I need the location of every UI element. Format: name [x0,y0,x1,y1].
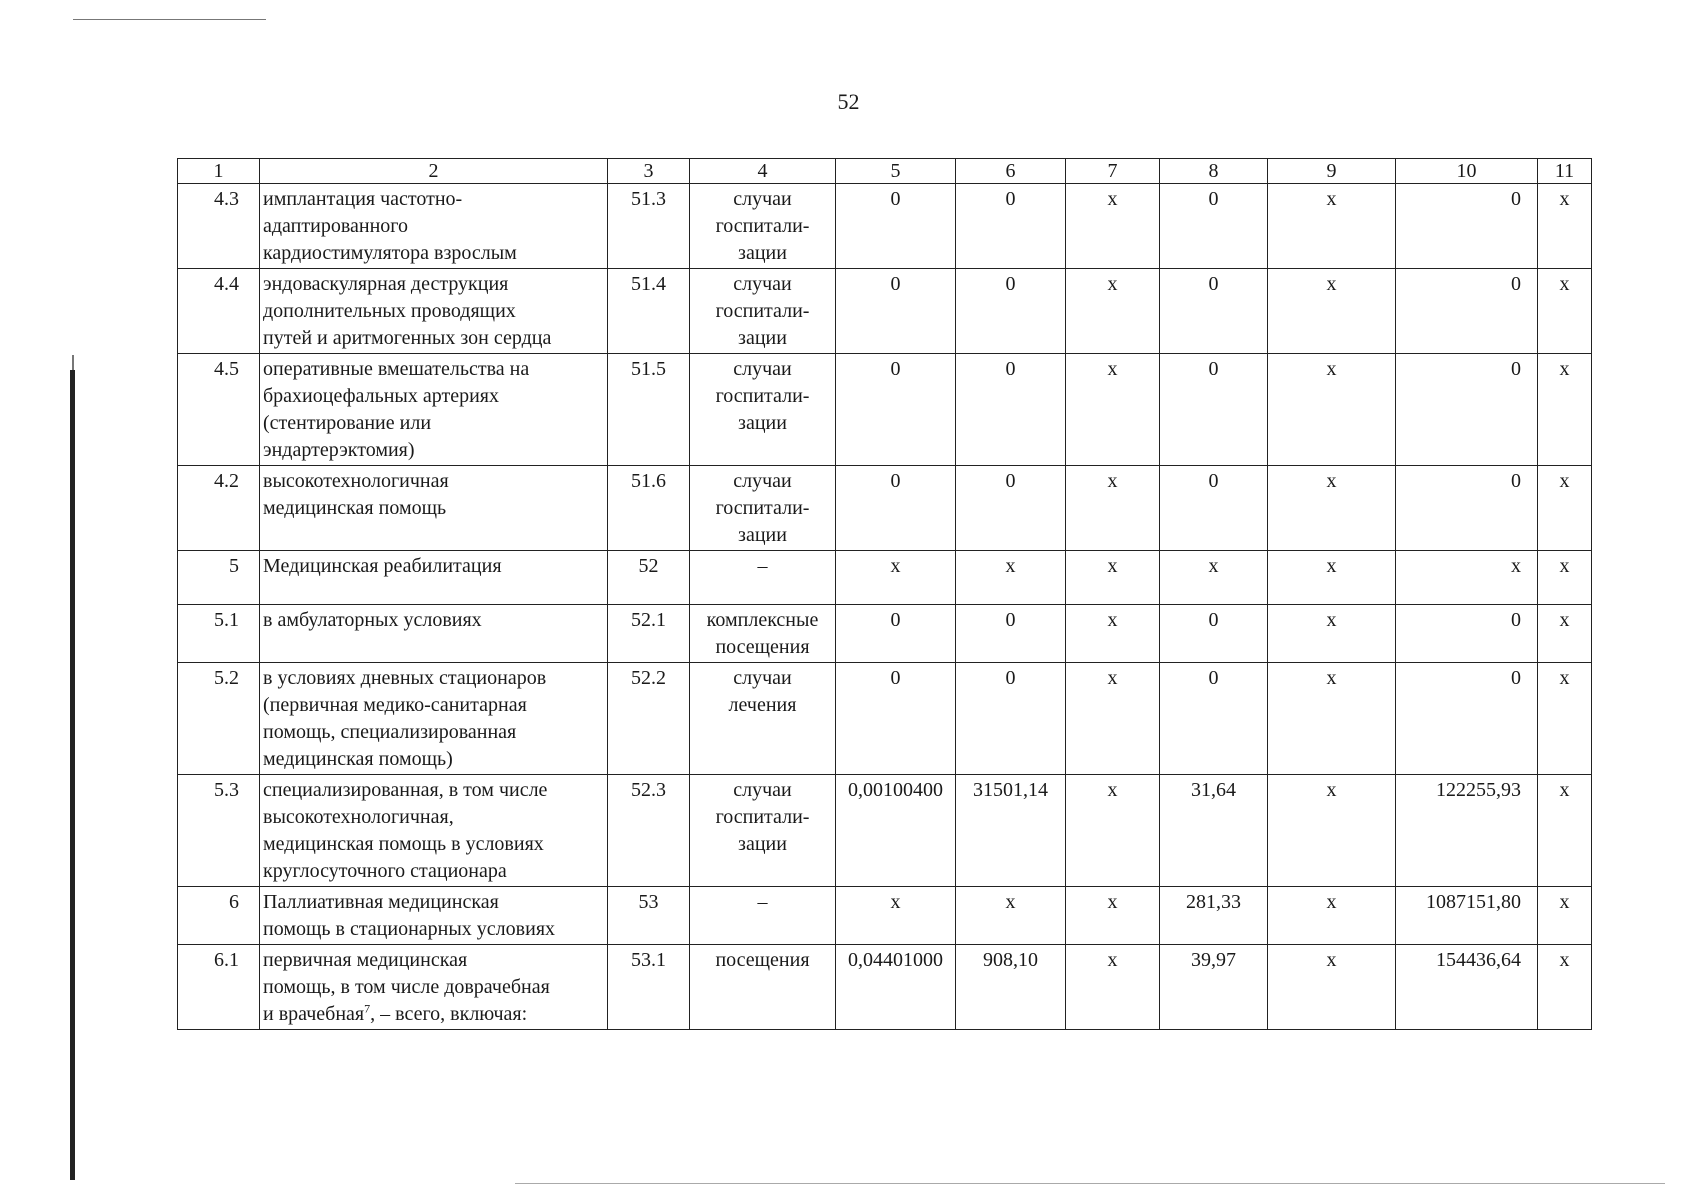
value-cell-10-text: 1087151,80 [1426,891,1521,913]
value-cell-8 [1160,605,1268,663]
value-cell-8-text: 31,64 [1191,779,1236,801]
row-unit-cell [690,466,836,551]
value-cell-9-text: x [1326,358,1337,380]
row-code-cell-text: 52.3 [631,779,666,801]
value-cell-11-text: x [1559,667,1570,689]
value-cell-9-text: x [1326,470,1337,492]
value-cell-8 [1160,775,1268,887]
row-unit-cell-text: комплексные посещения [706,609,819,658]
value-cell-10-text: x [1511,555,1521,577]
value-cell-8-text: 39,97 [1191,949,1236,971]
value-cell-9-text: x [1326,667,1337,689]
top-rule [73,19,266,20]
value-cell-11-text: x [1559,273,1570,295]
value-cell-11 [1538,551,1592,605]
row-number-cell [178,269,260,354]
row-number-cell [178,605,260,663]
header-cell: 3 [608,159,690,184]
value-cell-11-text: x [1559,609,1570,631]
table-row [178,466,1592,551]
header-cell: 11 [1538,159,1592,184]
row-number-cell [178,354,260,466]
row-name-cell [260,466,608,551]
value-cell-6-text: 0 [1005,273,1016,295]
value-cell-6 [956,887,1066,945]
row-number-cell-text: 4.5 [214,358,239,380]
row-unit-cell [690,887,836,945]
value-cell-11-text: x [1559,470,1570,492]
value-cell-8-text: 0 [1208,609,1219,631]
value-cell-5-text: 0,04401000 [848,949,943,971]
value-cell-11-text: x [1559,779,1570,801]
row-number-cell [178,887,260,945]
value-cell-11 [1538,466,1592,551]
value-cell-7-text: x [1107,891,1118,913]
value-cell-5-text: 0 [890,273,901,295]
value-cell-10 [1396,269,1538,354]
value-cell-8-text: x [1208,555,1219,577]
row-code-cell [608,887,690,945]
row-code-cell-text: 51.3 [631,188,666,210]
bottom-rule [515,1183,1665,1184]
row-code-cell [608,945,690,1030]
row-name-cell [260,354,608,466]
value-cell-9-text: x [1326,779,1337,801]
value-cell-6-text: 31501,14 [973,779,1048,801]
row-unit-cell [690,663,836,775]
value-cell-11-text: x [1559,188,1570,210]
value-cell-9 [1268,887,1396,945]
value-cell-9-text: x [1326,273,1337,295]
value-cell-8 [1160,354,1268,466]
table-row [178,551,1592,605]
page-number: 52 [837,89,860,114]
value-cell-9 [1268,466,1396,551]
header-row [178,159,1592,184]
row-name-cell [260,605,608,663]
value-cell-11-text: x [1559,891,1570,913]
row-name-cell-text: имплантация частотно- адаптированного кардиостимулятора взрослым [263,188,517,264]
value-cell-7-text: x [1107,667,1118,689]
value-cell-10 [1396,551,1538,605]
row-code-cell-text: 53 [638,891,659,913]
value-cell-10 [1396,184,1538,269]
row-name-tail: , – всего, включая: [370,1003,528,1025]
row-unit-cell-text: – [757,891,768,913]
value-cell-10 [1396,663,1538,775]
row-unit-cell-text: случаи госпитали- зации [715,188,810,264]
value-cell-11-text: x [1559,555,1570,577]
table-row [178,184,1592,269]
value-cell-7 [1066,354,1160,466]
row-name-cell-text: первичная медицинская помощь, в том числе доврачебная и врачебная [263,949,550,1025]
row-unit-cell [690,775,836,887]
row-unit-cell-text: случаи госпитали- зации [715,358,810,434]
value-cell-6-text: 0 [1005,470,1016,492]
row-name-cell [260,775,608,887]
value-cell-6-text: x [1005,891,1016,913]
row-number-cell-text: 5 [229,555,239,577]
row-name-cell-text: специализированная, в том числе высокотехнологичная, медицинская помощь в условиях круглосуточного стационара [263,779,548,882]
row-unit-cell [690,354,836,466]
header-cell: 7 [1066,159,1160,184]
row-name-cell-text: оперативные вмешательства на брахиоцефальных артериях (стентирование или эндартерэктомия) [263,358,530,461]
row-code-cell-text: 52.1 [631,609,666,631]
header-cell: 2 [260,159,608,184]
value-cell-6 [956,354,1066,466]
value-cell-5-text: x [890,891,901,913]
table-row [178,945,1592,1030]
row-unit-cell-text: случаи госпитали- зации [715,779,810,855]
value-cell-8 [1160,466,1268,551]
row-name-cell [260,269,608,354]
value-cell-10-text: 154436,64 [1436,949,1521,971]
row-unit-cell [690,269,836,354]
value-cell-8-text: 0 [1208,188,1219,210]
row-code-cell [608,269,690,354]
value-cell-8 [1160,887,1268,945]
value-cell-10 [1396,945,1538,1030]
table-row [178,269,1592,354]
value-cell-5-text: 0 [890,470,901,492]
row-code-cell-text: 53.1 [631,949,666,971]
row-number-cell [178,663,260,775]
header-cell: 8 [1160,159,1268,184]
value-cell-10 [1396,466,1538,551]
value-cell-11 [1538,887,1592,945]
value-cell-5 [836,775,956,887]
value-cell-10 [1396,605,1538,663]
value-cell-8 [1160,551,1268,605]
value-cell-10-text: 0 [1511,358,1521,380]
value-cell-9-text: x [1326,949,1337,971]
value-cell-7-text: x [1107,358,1118,380]
data-table [177,158,1592,1030]
table-row [178,354,1592,466]
value-cell-5 [836,354,956,466]
header-cell: 9 [1268,159,1396,184]
value-cell-8-text: 0 [1208,273,1219,295]
row-name-cell-text: высокотехнологичная медицинская помощь [263,470,449,519]
row-code-cell [608,551,690,605]
value-cell-6-text: 0 [1005,358,1016,380]
value-cell-11 [1538,663,1592,775]
row-unit-cell [690,551,836,605]
value-cell-7-text: x [1107,273,1118,295]
value-cell-7-text: x [1107,949,1118,971]
row-unit-cell-text: посещения [715,949,810,971]
value-cell-6 [956,663,1066,775]
value-cell-5-text: 0 [890,667,901,689]
row-name-cell-text: Медицинская реабилитация [263,555,502,577]
value-cell-7 [1066,663,1160,775]
scan-edge-bar [70,370,75,1180]
value-cell-7-text: x [1107,779,1118,801]
value-cell-5-text: x [890,555,901,577]
value-cell-11 [1538,945,1592,1030]
row-code-cell [608,354,690,466]
value-cell-11 [1538,775,1592,887]
row-number-cell [178,466,260,551]
value-cell-5 [836,184,956,269]
row-number-cell [178,551,260,605]
row-name-cell-text: в условиях дневных стационаров (первичная медико-санитарная помощь, специализированная медицинская помощь) [263,667,547,770]
value-cell-11 [1538,354,1592,466]
value-cell-6 [956,945,1066,1030]
value-cell-5-text: 0 [890,188,901,210]
row-number-cell-text: 5.2 [214,667,239,689]
value-cell-5-text: 0 [890,358,901,380]
value-cell-5 [836,663,956,775]
table-row [178,887,1592,945]
value-cell-9-text: x [1326,188,1337,210]
value-cell-8 [1160,945,1268,1030]
row-code-cell [608,663,690,775]
row-number-cell-text: 5.3 [214,779,239,801]
value-cell-7-text: x [1107,555,1118,577]
value-cell-9 [1268,184,1396,269]
header-cell: 6 [956,159,1066,184]
value-cell-11-text: x [1559,949,1570,971]
row-number-cell [178,184,260,269]
value-cell-6 [956,775,1066,887]
value-cell-7 [1066,775,1160,887]
row-code-cell-text: 51.4 [631,273,666,295]
value-cell-8-text: 0 [1208,667,1219,689]
value-cell-7-text: x [1107,609,1118,631]
table-row [178,775,1592,887]
value-cell-8-text: 0 [1208,358,1219,380]
header-cell: 5 [836,159,956,184]
value-cell-11 [1538,184,1592,269]
row-name-cell-text: эндоваскулярная деструкция дополнительных проводящих путей и аритмогенных зон сердца [263,273,552,349]
value-cell-9 [1268,269,1396,354]
value-cell-9-text: x [1326,891,1337,913]
value-cell-5 [836,466,956,551]
row-name-cell [260,184,608,269]
value-cell-7 [1066,887,1160,945]
value-cell-10-text: 0 [1511,609,1521,631]
row-code-cell-text: 52.2 [631,667,666,689]
value-cell-5 [836,887,956,945]
value-cell-9-text: x [1326,555,1337,577]
value-cell-8-text: 0 [1208,470,1219,492]
header-cell: 1 [178,159,260,184]
value-cell-10-text: 0 [1511,273,1521,295]
row-unit-cell [690,184,836,269]
value-cell-7 [1066,269,1160,354]
value-cell-5-text: 0,00100400 [848,779,943,801]
value-cell-9 [1268,663,1396,775]
value-cell-9 [1268,551,1396,605]
value-cell-8 [1160,269,1268,354]
value-cell-7 [1066,605,1160,663]
row-number-cell-text: 5.1 [214,609,239,631]
value-cell-11 [1538,605,1592,663]
value-cell-6 [956,184,1066,269]
value-cell-10 [1396,354,1538,466]
value-cell-8 [1160,184,1268,269]
row-code-cell-text: 51.5 [631,358,666,380]
row-number-cell-text: 6 [229,891,239,913]
value-cell-9 [1268,354,1396,466]
value-cell-7 [1066,551,1160,605]
value-cell-6 [956,605,1066,663]
value-cell-6-text: x [1005,555,1016,577]
value-cell-5-text: 0 [890,609,901,631]
row-unit-cell [690,945,836,1030]
value-cell-10 [1396,775,1538,887]
value-cell-8 [1160,663,1268,775]
table-row [178,663,1592,775]
value-cell-10-text: 0 [1511,470,1521,492]
header-cell: 4 [690,159,836,184]
value-cell-8-text: 281,33 [1186,891,1241,913]
footnote-marker: 7 [364,1001,371,1016]
value-cell-5 [836,605,956,663]
value-cell-6 [956,551,1066,605]
value-cell-10-text: 122255,93 [1436,779,1521,801]
value-cell-9 [1268,775,1396,887]
value-cell-11 [1538,269,1592,354]
row-number-cell [178,775,260,887]
row-unit-cell-text: случаи госпитали- зации [715,470,810,546]
value-cell-11-text: x [1559,358,1570,380]
value-cell-6 [956,269,1066,354]
header-cell: 10 [1396,159,1538,184]
row-unit-cell [690,605,836,663]
row-code-cell-text: 51.6 [631,470,666,492]
value-cell-9-text: x [1326,609,1337,631]
row-code-cell [608,605,690,663]
row-number-cell-text: 4.2 [214,470,239,492]
value-cell-9 [1268,945,1396,1030]
value-cell-5 [836,551,956,605]
value-cell-9 [1268,605,1396,663]
row-name-cell-text: в амбулаторных условиях [263,609,482,631]
value-cell-7 [1066,466,1160,551]
value-cell-7-text: x [1107,470,1118,492]
row-unit-cell-text: случаи госпитали- зации [715,273,810,349]
value-cell-6 [956,466,1066,551]
value-cell-7 [1066,184,1160,269]
value-cell-5 [836,945,956,1030]
row-unit-cell-text: случаи лечения [728,667,797,716]
row-name-cell [260,887,608,945]
row-number-cell-text: 4.3 [214,188,239,210]
table-row [178,605,1592,663]
row-unit-cell-text: – [757,555,768,577]
row-name-cell [260,551,608,605]
row-number-cell-text: 4.4 [214,273,239,295]
row-code-cell [608,466,690,551]
value-cell-7 [1066,945,1160,1030]
value-cell-6-text: 0 [1005,667,1016,689]
value-cell-7-text: x [1107,188,1118,210]
row-number-cell [178,945,260,1030]
value-cell-10-text: 0 [1511,188,1521,210]
row-code-cell [608,775,690,887]
row-name-cell [260,945,608,1030]
value-cell-6-text: 0 [1005,188,1016,210]
row-code-cell [608,184,690,269]
row-number-cell-text: 6.1 [214,949,239,971]
value-cell-6-text: 0 [1005,609,1016,631]
value-cell-10 [1396,887,1538,945]
row-name-cell-text: Паллиативная медицинская помощь в стационарных условиях [263,891,556,940]
row-name-cell [260,663,608,775]
value-cell-10-text: 0 [1511,667,1521,689]
value-cell-6-text: 908,10 [983,949,1038,971]
value-cell-5 [836,269,956,354]
row-code-cell-text: 52 [638,555,659,577]
